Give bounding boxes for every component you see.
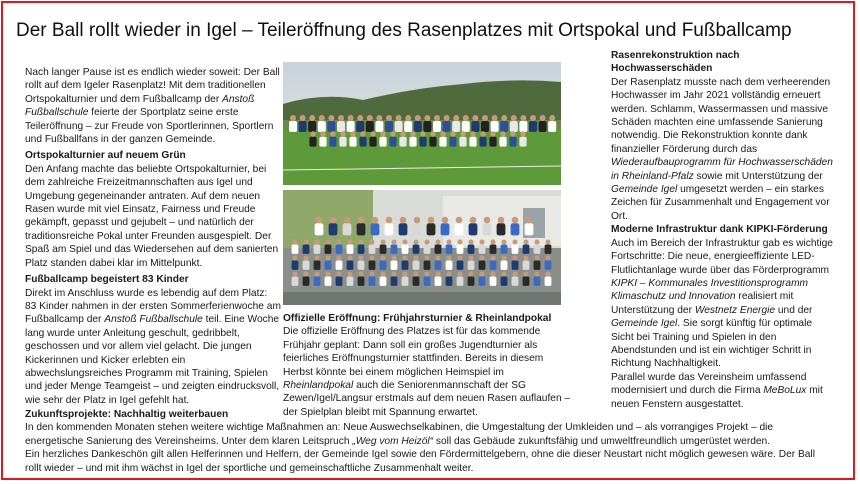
- bottom-section: [25, 408, 825, 475]
- heading-kipki: Moderne Infrastruktur dank KIPKI-Förderung: [611, 224, 828, 236]
- heading-eroeffnung: Offizielle Eröffnung: Frühjahrsturnier & Rheinlandpokal: [283, 313, 552, 324]
- paragraph-ortspokal: Den Anfang machte das beliebte Ortspokalturnier, bei dem zahlreiche Freizeitmannschaften aus Igel und Umgebung gegeneinander antraten. Auf dem neuen Rasen wurde mit viel Einsatz, Fairness und Freude gekämpft, gepasst und gejubelt – und natürlich der traditionsreiche Pokal unter Freunden ausgespielt. Der Spaß am Spiel und das Wiedersehen auf dem sanierten Platz standen dabei klar im Mittelpunkt.: [25, 163, 279, 269]
- paragraph-rasenrekonstruktion: Der Rasenplatz musste nach dem verheerenden Hochwasser im Jahr 2021 vollständig erneuert werden. Schlamm, Wassermassen und massive Schäden machten eine umfassende Sanierung notwendig. Die Rekonstruktion konnte dank finanzieller Förderung durch das Wiederaufbauprogramm für Hochwasserschäden in Rheinland-Pfalz sowie mit Unterstützung der Gemeinde Igel umgesetzt werden – ein starkes Zeichen für Zusammenhalt und Engagement vor Ort.: [611, 76, 833, 222]
- heading-rasenrekonstruktion: Rasenrekonstruktion nach Hochwasserschäden: [611, 50, 740, 75]
- left-column: [25, 66, 281, 407]
- right-column: [611, 49, 837, 411]
- paragraph-zukunftsprojekte: In den kommenden Monaten stehen weitere wichtige Maßnahmen an: Neue Auswechselkabinen, die Umgestaltung der Umkleiden und – als vorrangiges Projekt – die energetische Sanierung des Vereinsheims. Unter dem klaren Leitspruch „Weg vom Heizöl“ soll das Gebäude zukunftsfähig und umweltfreundlich umgerüstet werden.: [25, 422, 774, 447]
- heading-ortspokal: Ortspokalturnier auf neuem Grün: [25, 150, 186, 162]
- paragraph-fussballcamp: Direkt im Anschluss wurde es lebendig auf dem Platz: 83 Kinder nahmen in der ersten Sommerferienwoche am Fußballcamp der Anstoß Fußballschule teil. Eine Woche lang wurde unter Anleitung geschult, gedribbelt, geschossen und vor allem viel gelacht. Die jungen Kickerinnen und Kicker erlebten ein abwechslungsreiches Programm mit Training, Spielen und jeder Menge Teamgeist – und zeigten eindrucksvoll, wie sehr der Platz in Igel gefehlt hat.: [25, 287, 281, 406]
- paragraph-kipki: Auch im Bereich der Infrastruktur gab es wichtige Fortschritte: Die neue, energieeffiziente LED-Flutlichtanlage wurde über das Förderprogramm KIPKI – Kommunales Investitionsprogramm Klimaschutz und Innovation realisiert mit Unterstützung der Westnetz Energie und der Gemeinde Igel. Sie sorgt künftig für optimale Sicht bei Training und Spielen in den Abendstunden und ist ein wichtiger Schritt in Richtung Nachhaltigkeit.: [611, 237, 833, 370]
- intro-paragraph: Nach langer Pause ist es endlich wieder soweit: Der Ball rollt auf dem Igeler Rasenplatz! Mit dem traditionellen Ortspokalturnier und dem Fußballcamp der Anstoß Fußballschule feierte der Sportplatz seine erste Teileröffnung – zur Freude von Sportlerinnen, Sportlern und Fußballfans in der ganzen Gemeinde.: [25, 67, 280, 146]
- paragraph-dank: Ein herzliches Dankeschön gilt allen Helferinnen und Helfern, der Gemeinde Igel sowie den Fördermittelgebern, ohne die dieser Neustart nicht möglich gewesen wäre. Der Ball rollt wieder – und mit ihm wächst in Igel der sportliche und gemeinschaftliche Zusammenhalt weiter.: [25, 449, 815, 474]
- paragraph-vereinsheim: Parallel wurde das Vereinsheim umfassend modernisiert und durch die Firma MeBoLux mit neuen Fenstern ausgestattet.: [611, 371, 823, 410]
- team-photo-adults: [283, 62, 561, 185]
- middle-column: [283, 312, 575, 419]
- team-photo-kids-camp: [283, 190, 561, 305]
- page-title: Der Ball rollt wieder in Igel – Teileröffnung des Rasenplatzes mit Ortspokal und Fußballcamp: [16, 20, 792, 41]
- paragraph-eroeffnung: Die offizielle Eröffnung des Platzes ist für das kommende Frühjahr geplant: Dann soll ein großes Jugendturnier als feierliches Eröffnungsturnier stattfinden. Bereits in diesem Herbst könnte bei einem möglichen Heimspiel im Rheinlandpokal auch die Seniorenmannschaft der SG Zewen/Igel/Langsur erstmals auf dem neuen Rasen auflaufen – der Spielplan bleibt mit Spannung erwartet.: [283, 326, 571, 418]
- heading-fussballcamp: Fußballcamp begeistert 83 Kinder: [25, 274, 189, 286]
- heading-zukunftsprojekte: Zukunftsprojekte: Nachhaltig weiterbauen: [25, 409, 229, 420]
